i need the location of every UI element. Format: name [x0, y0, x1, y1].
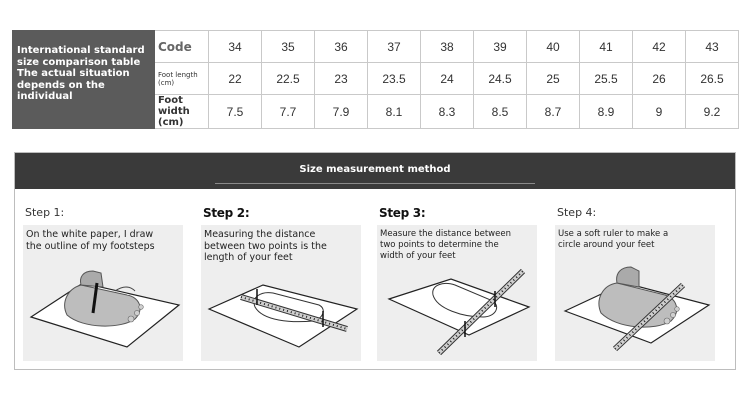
code-cell: 38 — [421, 31, 474, 63]
code-cell: 37 — [368, 31, 421, 63]
foot-length-cell: 23.5 — [368, 63, 421, 95]
code-row — [13, 31, 739, 63]
step-3 — [377, 205, 537, 361]
size-comparison-table — [12, 30, 739, 129]
foot-length-cell: 26 — [633, 63, 686, 95]
step-3-card — [377, 225, 537, 361]
step-4-card — [555, 225, 715, 361]
foot-width-cell: 8.3 — [421, 95, 474, 129]
step-text-line: On the white paper, I draw — [26, 229, 154, 240]
foot-length-cell: 23 — [315, 63, 368, 95]
code-cell: 36 — [315, 31, 368, 63]
foot-width-cell: 8.1 — [368, 95, 421, 129]
step-text-line: two points to determine the — [380, 240, 499, 250]
foot-width-cell: 9.2 — [686, 95, 739, 129]
code-cell: 43 — [686, 31, 739, 63]
code-cell: 40 — [527, 31, 580, 63]
table-description — [13, 31, 155, 129]
step-3-title: Step 3: — [379, 206, 426, 220]
foot-width-cell: 7.7 — [262, 95, 315, 129]
foot-length-cell: 25 — [527, 63, 580, 95]
foot-length-unit: (cm) — [158, 78, 175, 87]
foot-length-cell: 25.5 — [580, 63, 633, 95]
step-text-line: Measuring the distance — [204, 229, 316, 240]
foot-width-cell: 9 — [633, 95, 686, 129]
code-label: Code — [158, 39, 192, 54]
foot-width-cell: 7.9 — [315, 95, 368, 129]
row-header-foot-length — [155, 63, 209, 95]
step-4-title: Step 4: — [557, 206, 597, 219]
description-line: International standard — [17, 45, 145, 56]
step-text-line: the outline of my footsteps — [26, 240, 155, 252]
description-line: The actual situation — [17, 68, 130, 79]
code-cell: 41 — [580, 31, 633, 63]
foot-width-cell: 8.7 — [527, 95, 580, 129]
description-line: depends on the — [17, 79, 105, 91]
foot-length-cell: 22 — [209, 63, 262, 95]
foot-tracing-illustration — [23, 225, 183, 361]
circumference-measure-illustration — [555, 225, 715, 361]
foot-width-label: width — [158, 106, 190, 117]
measurement-method-panel — [14, 152, 736, 370]
step-2-title: Step 2: — [203, 206, 250, 220]
foot-width-label: Foot — [158, 95, 183, 106]
foot-width-cell: 8.9 — [580, 95, 633, 129]
ankle-shape — [617, 267, 639, 287]
step-2 — [201, 205, 361, 361]
step-2-card — [201, 225, 361, 361]
row-header-code — [155, 31, 209, 63]
code-cell: 42 — [633, 31, 686, 63]
foot-length-label: Foot length — [158, 70, 198, 79]
step-text-line: length of your feet — [204, 252, 293, 263]
description-line: individual — [17, 91, 73, 102]
ankle-shape — [81, 271, 104, 287]
paper-sheet — [209, 285, 357, 347]
row-header-foot-width — [155, 95, 209, 129]
method-title: Size measurement method — [15, 153, 735, 189]
foot-width-cell: 7.5 — [209, 95, 262, 129]
step-text-line: between two points is the — [204, 240, 327, 252]
step-4 — [555, 205, 715, 361]
arrow-icon — [115, 287, 135, 291]
foot-length-cell: 24.5 — [474, 63, 527, 95]
code-cell: 35 — [262, 31, 315, 63]
foot-length-cell: 22.5 — [262, 63, 315, 95]
description-line: size comparison table — [17, 56, 141, 68]
step-text-line: width of your feet — [380, 251, 456, 261]
step-text-line: Measure the distance between — [380, 229, 511, 239]
step-1-card — [23, 225, 183, 361]
width-measure-illustration — [377, 225, 537, 361]
step-1 — [23, 205, 183, 361]
code-cell: 34 — [209, 31, 262, 63]
code-cell: 39 — [474, 31, 527, 63]
step-text-line: circle around your feet — [558, 240, 655, 250]
foot-width-unit: (cm) — [158, 117, 184, 128]
length-measure-illustration — [201, 225, 361, 361]
foot-width-cell: 8.5 — [474, 95, 527, 129]
foot-length-cell: 24 — [421, 63, 474, 95]
step-1-title: Step 1: — [25, 206, 65, 219]
step-text-line: Use a soft ruler to make a — [558, 229, 669, 239]
foot-length-cell: 26.5 — [686, 63, 739, 95]
